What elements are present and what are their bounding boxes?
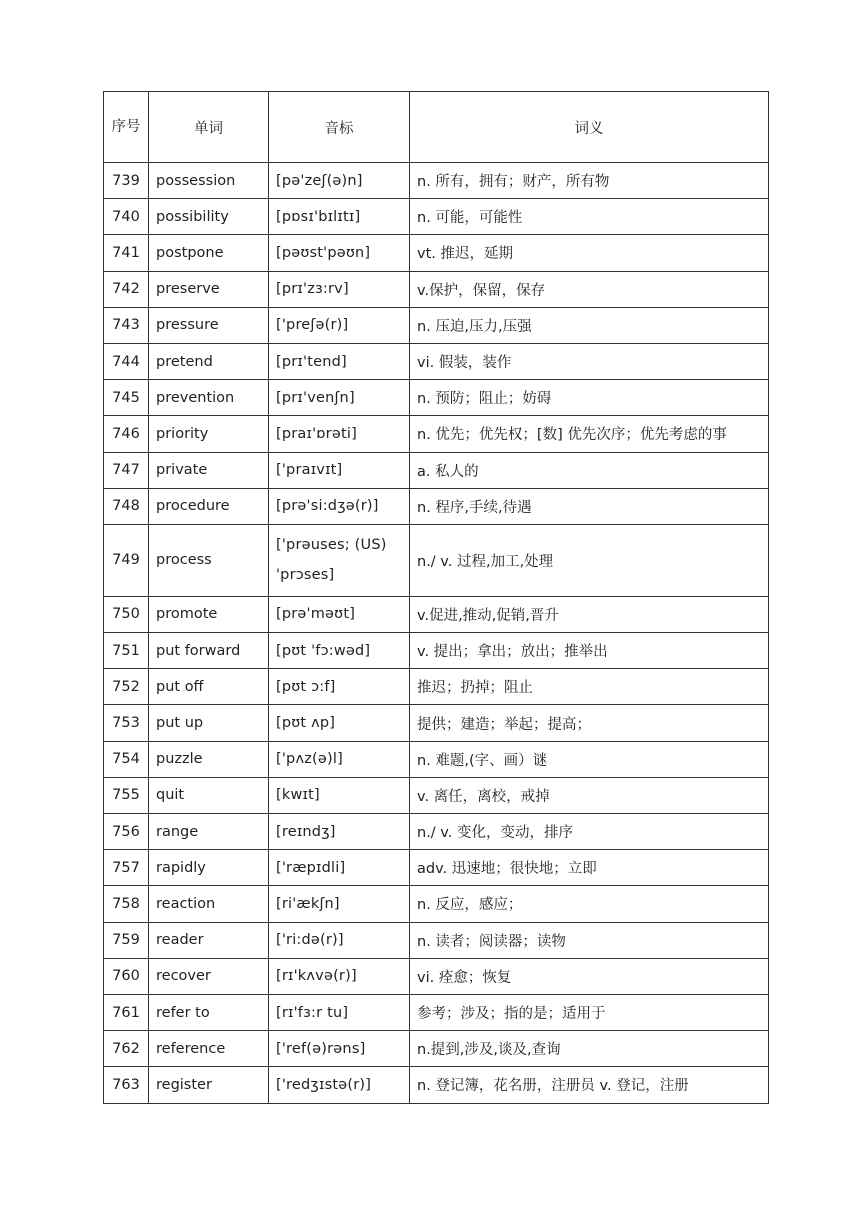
row-number: 756 (104, 814, 149, 850)
row-phonetic: [reɪndʒ] (269, 814, 410, 850)
row-phonetic: ['preʃə(r)] (269, 307, 410, 343)
row-number: 750 (104, 596, 149, 632)
row-meaning: n. 反应，感应； (410, 886, 769, 922)
table-row (104, 814, 769, 850)
table-row (104, 596, 769, 632)
row-word: possibility (149, 199, 269, 235)
row-meaning: v. 提出；拿出；放出；推举出 (410, 633, 769, 669)
table-row (104, 1031, 769, 1067)
row-word: recover (149, 958, 269, 994)
row-word: puzzle (149, 741, 269, 777)
row-phonetic: [pʊt ɔ:f] (269, 669, 410, 705)
row-word: procedure (149, 488, 269, 524)
row-meaning: 参考；涉及；指的是；适用于 (410, 994, 769, 1030)
row-word: reference (149, 1031, 269, 1067)
row-meaning: vt. 推迟，延期 (410, 235, 769, 271)
row-number: 749 (104, 524, 149, 596)
row-number: 741 (104, 235, 149, 271)
row-number: 743 (104, 307, 149, 343)
row-phonetic: [pɒsɪ'bɪlɪtɪ] (269, 199, 410, 235)
row-word: pretend (149, 343, 269, 379)
row-meaning: 提供；建造；举起；提高； (410, 705, 769, 741)
table-row (104, 669, 769, 705)
row-meaning: vi. 假装，装作 (410, 343, 769, 379)
row-word: priority (149, 416, 269, 452)
row-meaning: n. 所有，拥有；财产，所有物 (410, 163, 769, 199)
row-number: 744 (104, 343, 149, 379)
row-meaning: v.保护，保留，保存 (410, 271, 769, 307)
table-row (104, 380, 769, 416)
row-number: 754 (104, 741, 149, 777)
table-row (104, 271, 769, 307)
row-number: 740 (104, 199, 149, 235)
row-phonetic: [prɪ'tend] (269, 343, 410, 379)
row-phonetic: [pʊt ʌp] (269, 705, 410, 741)
row-meaning: adv. 迅速地；很快地；立即 (410, 850, 769, 886)
table-row (104, 163, 769, 199)
row-word: put up (149, 705, 269, 741)
row-phonetic: [pə'zeʃ(ə)n] (269, 163, 410, 199)
row-number: 763 (104, 1067, 149, 1103)
row-meaning: n. 预防；阻止；妨碍 (410, 380, 769, 416)
row-word: private (149, 452, 269, 488)
row-word: quit (149, 777, 269, 813)
row-number: 759 (104, 922, 149, 958)
row-word: reader (149, 922, 269, 958)
row-phonetic: ['ref(ə)rəns] (269, 1031, 410, 1067)
row-phonetic: ['ri:də(r)] (269, 922, 410, 958)
row-word: put forward (149, 633, 269, 669)
row-number: 747 (104, 452, 149, 488)
table-row (104, 850, 769, 886)
row-number: 757 (104, 850, 149, 886)
row-meaning: n./ v. 变化，变动，排序 (410, 814, 769, 850)
row-word: put off (149, 669, 269, 705)
table-row (104, 777, 769, 813)
table-row (104, 958, 769, 994)
table-row (104, 1067, 769, 1103)
header-phonetic: 音标 (269, 92, 410, 163)
row-meaning: v.促进,推动,促销,晋升 (410, 596, 769, 632)
table-row (104, 199, 769, 235)
header-row (104, 92, 769, 163)
row-meaning: n./ v. 过程,加工,处理 (410, 524, 769, 596)
row-meaning: n. 优先；优先权；[数] 优先次序；优先考虑的事 (410, 416, 769, 452)
table-row (104, 452, 769, 488)
row-word: process (149, 524, 269, 596)
row-word: refer to (149, 994, 269, 1030)
table-row (104, 307, 769, 343)
row-meaning: n. 压迫,压力,压强 (410, 307, 769, 343)
row-phonetic: ['prəuses; (US) 'prɔses] (269, 524, 410, 596)
row-number: 739 (104, 163, 149, 199)
row-phonetic: [prɪ'zɜ:rv] (269, 271, 410, 307)
row-meaning: n. 可能，可能性 (410, 199, 769, 235)
row-meaning: n.提到,涉及,谈及,查询 (410, 1031, 769, 1067)
row-word: range (149, 814, 269, 850)
table-row (104, 994, 769, 1030)
row-number: 755 (104, 777, 149, 813)
row-number: 748 (104, 488, 149, 524)
row-word: postpone (149, 235, 269, 271)
row-meaning: n. 读者；阅读器；读物 (410, 922, 769, 958)
row-number: 760 (104, 958, 149, 994)
table-row (104, 488, 769, 524)
row-meaning: 推迟；扔掉；阻止 (410, 669, 769, 705)
row-meaning: a. 私人的 (410, 452, 769, 488)
table-row (104, 705, 769, 741)
row-word: possession (149, 163, 269, 199)
table-row (104, 524, 769, 596)
row-meaning: n. 程序,手续,待遇 (410, 488, 769, 524)
row-phonetic: [rɪ'kʌvə(r)] (269, 958, 410, 994)
row-word: prevention (149, 380, 269, 416)
table-row (104, 922, 769, 958)
row-number: 742 (104, 271, 149, 307)
row-number: 761 (104, 994, 149, 1030)
row-number: 746 (104, 416, 149, 452)
row-word: promote (149, 596, 269, 632)
row-phonetic: ['praɪvɪt] (269, 452, 410, 488)
row-phonetic: [rɪ'fɜ:r tu] (269, 994, 410, 1030)
row-meaning: vi. 痊愈；恢复 (410, 958, 769, 994)
row-phonetic: [praɪ'ɒrəti] (269, 416, 410, 452)
row-phonetic: [prɪ'venʃn] (269, 380, 410, 416)
table-row (104, 235, 769, 271)
row-phonetic: [prə'si:dʒə(r)] (269, 488, 410, 524)
row-word: preserve (149, 271, 269, 307)
row-phonetic: ['pʌz(ə)l] (269, 741, 410, 777)
row-number: 751 (104, 633, 149, 669)
row-meaning: v. 离任，离校，戒掉 (410, 777, 769, 813)
row-word: reaction (149, 886, 269, 922)
row-phonetic: ['ræpɪdli] (269, 850, 410, 886)
row-meaning: n. 登记簿，花名册，注册员 v. 登记，注册 (410, 1067, 769, 1103)
row-phonetic: [pʊt 'fɔ:wəd] (269, 633, 410, 669)
row-word: pressure (149, 307, 269, 343)
row-phonetic: [ri'ækʃn] (269, 886, 410, 922)
row-word: rapidly (149, 850, 269, 886)
row-number: 745 (104, 380, 149, 416)
row-number: 758 (104, 886, 149, 922)
table-row (104, 343, 769, 379)
row-meaning: n. 难题,(字、画）谜 (410, 741, 769, 777)
table-row (104, 416, 769, 452)
row-phonetic: [kwɪt] (269, 777, 410, 813)
row-phonetic: [pəʊst'pəʊn] (269, 235, 410, 271)
row-phonetic: [prə'məʊt] (269, 596, 410, 632)
row-number: 752 (104, 669, 149, 705)
row-number: 762 (104, 1031, 149, 1067)
row-word: register (149, 1067, 269, 1103)
row-phonetic: ['redʒɪstə(r)] (269, 1067, 410, 1103)
header-word: 单词 (149, 92, 269, 163)
table-row (104, 633, 769, 669)
row-number: 753 (104, 705, 149, 741)
table-row (104, 886, 769, 922)
vocabulary-table (103, 91, 769, 1104)
header-meaning: 词义 (410, 92, 769, 163)
table-row (104, 741, 769, 777)
header-no: 序号 (104, 92, 149, 163)
